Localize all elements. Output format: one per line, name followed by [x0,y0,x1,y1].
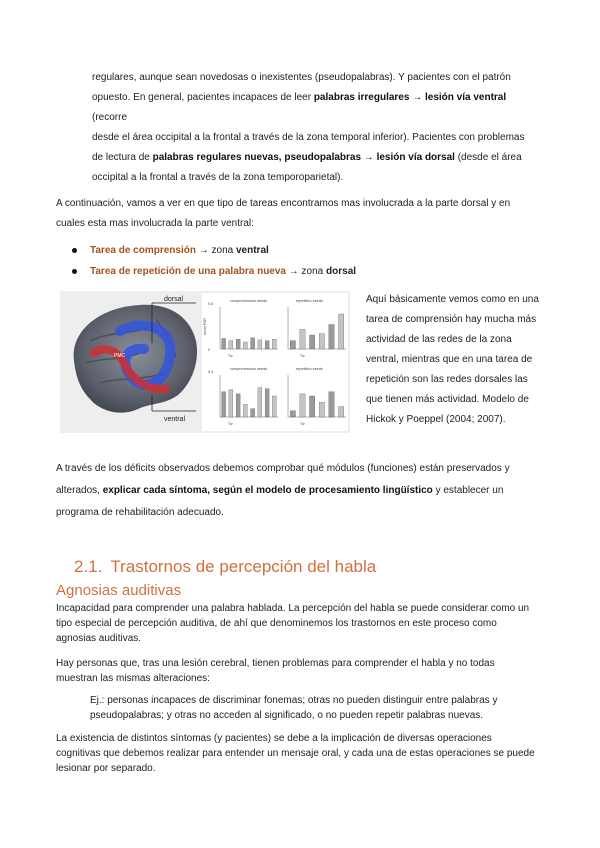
intro-line-3: desde el área occipital a la frontal a través de la zona temporal inferior). Pacientes con problemas [92,132,525,143]
body-line: La existencia de distintos síntomas (y pacientes) se debe a la implicación de diversas operaciones [56,733,492,744]
bar [290,411,295,417]
intro-line-1: regulares, aunque sean novedosas o inexistentes (pseudopalabras). Y pacientes con el patrón [92,72,511,83]
y-tick-label: 0.6 [208,302,214,306]
bar [243,404,247,417]
bar [258,388,262,417]
intro-line-5: occipital a la frontal a través de la zona temporoparietal). [92,172,344,183]
bar [300,394,305,417]
body-line: Hay personas que, tras una lesión cerebral, tienen problemas para comprender el habla y no todas [56,658,495,669]
caption-line: actividad de las redes de la zona [366,334,512,345]
bar [319,402,324,417]
dorsal-route-highlight: palabras regulares nuevas, pseudopalabras → lesión vía dorsal [152,152,455,163]
bar [319,334,324,349]
bar [222,339,226,350]
section-title: Trastornos de percepción del habla [110,557,377,576]
ventral-route-highlight: palabras irregulares → lesión vía ventral [313,92,507,103]
task-name: Tarea de repetición de una palabra nueva [90,266,286,277]
bar [272,396,276,417]
chart-title: comprehension seeds [230,367,268,371]
bar [243,342,247,349]
caption-line: ventral, mientras que en una tarea de [366,354,533,365]
bullet-icon [72,269,77,274]
chart-title: repetition seeds [296,299,323,303]
intro-paragraph [92,68,532,188]
body-paragraph-3 [56,731,556,776]
bar [265,389,269,417]
caption-line: que tienen más actividad. Modelo de [366,394,529,405]
list-item [72,240,472,261]
caption-line: Aquí básicamente vemos como en una [366,294,539,305]
bar [236,394,240,417]
bar [290,341,295,349]
figure-caption [366,290,546,430]
body-line: Incapacidad para comprender una palabra hablada. La percepción del habla se puede considerar como un [56,603,530,614]
bar [222,392,226,417]
bar [229,341,233,349]
zone-name: dorsal [326,266,357,277]
zone-name: ventral [236,245,269,256]
task-list [72,240,472,282]
subsection-heading: Agnosias auditivas [56,582,182,599]
intro-line-4: de lectura de palabras regulares nuevas, pseudopalabras → lesión vía dorsal (desde el área [92,152,522,163]
figure-svg [60,291,350,433]
intro-line-2: opuesto. En general, pacientes incapaces de leer palabras irregulares → lesión vía ventral (recorre [92,92,507,123]
section-number: 2.1. [74,557,103,576]
ventral-label: ventral [164,416,186,423]
deficits-highlight: explicar cada síntoma, según el modelo de procesamiento lingüístico [102,485,433,496]
body-line: agnosias auditivas. [56,633,142,644]
y-tick-label: 0.4 [208,370,214,374]
task-name: Tarea de comprensión [90,245,196,256]
bar [329,392,334,417]
bar [272,339,276,349]
body-line: cognitivas que debemos realizar para entender un mensaje oral, y cada una de estas operaciones se puede [56,748,535,759]
body-paragraph-2 [56,656,556,686]
caption-line: tarea de comprensión hay mucha más [366,314,537,325]
continuation-line-1: A continuación, vamos a ver en que tipo de tareas encontramos mas involucrada a la parte dorsal y en [56,198,511,209]
section-heading [74,557,376,577]
group-label: Tw [300,422,305,426]
bar [251,409,255,417]
deficits-line-2: alterados, explicar cada síntoma, según el modelo de procesamiento lingüístico y establecer un [56,485,504,496]
caption-line: Hickok y Poeppel (2004; 2007). [366,414,506,425]
body-line: tipo especial de percepción auditiva, de ahí que denominemos los trastornos en este proceso como [56,618,497,629]
body-paragraph-1 [56,601,556,646]
deficits-paragraph [56,458,546,524]
body-line: pseudopalabras; y otras no acceden al significado, o no pueden repetir palabras nuevas. [90,710,484,721]
arrow-text: → zona [195,245,236,256]
chart-title: repetition seeds [296,367,323,371]
brain-figure [60,291,350,433]
bar [310,396,315,417]
caption-line: repetición son las redes dorsales las [366,374,528,385]
bar [236,339,240,349]
bar [229,390,233,417]
pmc-label: PMC [114,353,126,359]
bar [339,407,344,418]
group-label: Tw [228,354,233,358]
body-line: Ej.: personas incapaces de discriminar fonemas; otras no pueden distinguir entre palabras y [90,695,498,706]
deficits-line-1: A través de los déficits observados debemos comprobar qué módulos (funciones) están preservados y [56,463,510,474]
bar [265,341,269,349]
bar [258,340,262,349]
arrow-text: → zona [286,266,327,277]
bar [329,325,334,350]
bullet-icon [72,248,77,253]
bar [251,338,255,349]
bar [339,314,344,349]
bar [300,329,305,349]
continuation-line-2: cuales esta mas involucrada la parte ventral: [56,218,254,229]
y-tick-label: 0 [208,348,211,352]
continuation-paragraph [56,194,546,234]
group-label: Tw [300,354,305,358]
list-item [72,261,472,282]
body-line: lesionar por separado. [56,763,156,774]
chart-title: comprehension seeds [230,299,268,303]
dorsal-label: dorsal [164,296,184,303]
body-line: muestran las mismas alteraciones: [56,673,210,684]
y-axis-label: mean PSR [203,318,207,335]
group-label: Tw [228,422,233,426]
bar [310,335,315,349]
example-paragraph [90,693,550,723]
deficits-line-3: programa de rehabilitación adecuado. [56,507,224,518]
